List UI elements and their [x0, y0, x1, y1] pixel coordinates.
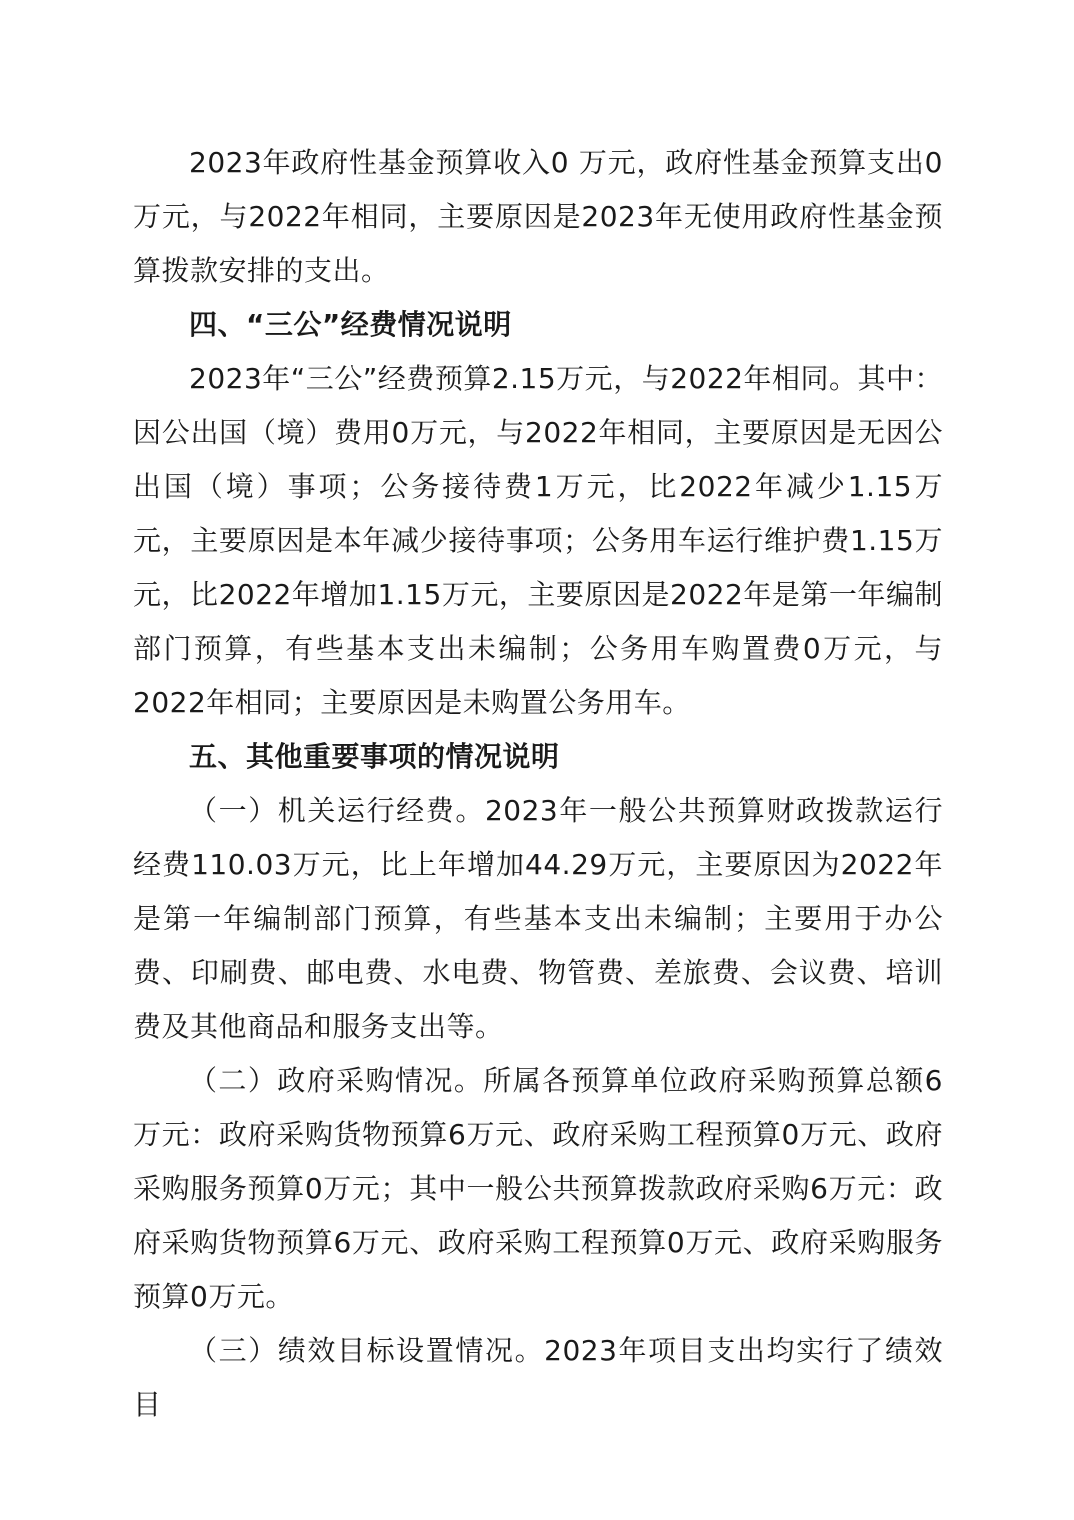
- paragraph-performance: （三）绩效目标设置情况。2023年项目支出均实行了绩效目: [133, 1334, 943, 1421]
- paragraph-three-public: 2023年“三公”经费预算2.15万元，与2022年相同。其中：因公出国（境）费用0万元，与2022年相同，主要原因是无因公出国（境）事项；公务接待费1万元，比2022年减少1.15万元，主要原因是本年减少接待事项；公务用车运行维护费1.15万元，比2022年增加1.15万元，主要原因是2022年是第一年编制部门预算，有些基本支出未编制；公务用车购置费0万元，与2022年相同；主要原因是未购置公务用车。: [133, 362, 943, 719]
- document-page: [133, 136, 943, 1432]
- paragraph-fund-budget: 2023年政府性基金预算收入0 万元，政府性基金预算支出0万元，与2022年相同，主要原因是2023年无使用政府性基金预算拨款安排的支出。: [133, 146, 943, 287]
- paragraph-procurement: （二）政府采购情况。所属各预算单位政府采购预算总额6万元：政府采购货物预算6万元、政府采购工程预算0万元、政府采购服务预算0万元；其中一般公共预算拨款政府采购6万元：政府采购货物预算6万元、政府采购工程预算0万元、政府采购服务预算0万元。: [133, 1064, 943, 1313]
- heading-three-public: 四、“三公”经费情况说明: [189, 308, 512, 341]
- paragraph-operating-costs: （一）机关运行经费。2023年一般公共预算财政拨款运行经费110.03万元，比上年增加44.29万元，主要原因为2022年是第一年编制部门预算，有些基本支出未编制；主要用于办公费、印刷费、邮电费、水电费、物管费、差旅费、会议费、培训费及其他商品和服务支出等。: [133, 794, 943, 1043]
- heading-other-matters: 五、其他重要事项的情况说明: [189, 740, 560, 773]
